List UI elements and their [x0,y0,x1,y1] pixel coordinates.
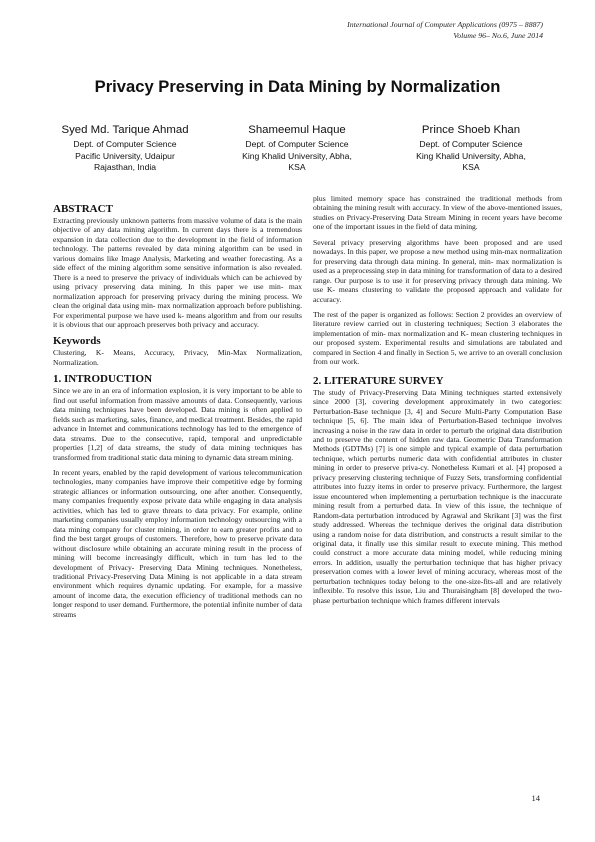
page-number: 14 [531,793,540,803]
introduction-heading: 1. INTRODUCTION [53,373,153,386]
introduction-paragraph-1: Since we are in an era of information explosion, it is very important to be able to find out useful information from massive amounts of data. Consequently, various data mining techniques have been developed. Data mining is often applied to fields such as marketing, sales, finance, and medical treatment. Besides, the rapid advance in Internet and communications technology has led to the emergence of data streams. Due to the consecutive, rapid, temporal and unpredictable properties [1,2] of data streams, the study of data mining techniques has transformed from traditional static data mining to dynamic data stream mining. [53,386,302,462]
author-institution: King Khalid University, Abha, [242,150,352,161]
literature-survey-heading: 2. LITERATURE SURVEY [313,374,444,387]
author-3 [386,123,556,174]
author-institution: Pacific University, Udaipur [75,150,175,161]
author-department: Dept. of Computer Science [419,139,523,149]
keywords-heading: Keywords [53,335,101,348]
author-name: Syed Md. Tarique Ahmad [61,124,189,136]
author-name: Shameemul Haque [248,124,346,136]
right-column [313,194,562,605]
literature-survey-text: The study of Privacy-Preserving Data Mining techniques started extensively since 2000 [3], covering development approximately in two categories: Perturbation-Base technique [3, 4] and Secure Multi-Party Computation Base technique [5, 6]. The main idea of Perturbation-Based technique involves increasing a noise in the raw data in order to perturb the original data distribution and to preserve the content of hidden raw data. Geometric Data Transformation Methods (GDTMs) [7] is one simple and typical example of data perturbation technique, which perturbs numeric data with confidential attributes in cluster mining in order to preserve priva-cy. Nonetheless Kumari et al. [4] proposed a privacy preserving clustering technique of Fuzzy Sets, transforming confidential attributes into fuzzy items in order to preserve privacy. Furthermore, the largest issue encountered when implementing a perturbation technique is the inaccurate mining result from a perturbed data. In view of this issue, the technique of Random-data perturbation introduced by Agrawal and Skrikant [3] was the first study addressed. Whereas the technique derives the original data distribution using a random noise for data distribution, and constructs a result similar to the original data, it finally use this similar result to execute mining. This method could construct a more accurate data mining model, while reducing mining errors. In addition, usually the perturbation technique that has higher privacy preservation comes with a lower level of mining accuracy, whereas most of the perturbation techniques today belong to the one-size-fits-all and are relatively inflexible. To resolve this issue, Liu and Thuraisingham [8] developed the two-phase perturbation technique which frames different intervals [313,387,562,605]
journal-name: International Journal of Computer Applications (0975 – 8887) [347,20,543,29]
author-institution: King Khalid University, Abha, [416,150,526,161]
paper-title: Privacy Preserving in Data Mining by Normalization [94,77,501,96]
author-department: Dept. of Computer Science [245,139,349,149]
keywords-text: Clustering, K- Means, Accuracy, Privacy, Min-Max Normalization, Normalization. [53,348,302,367]
author-location: KSA [462,162,480,172]
abstract-heading: ABSTRACT [53,203,113,215]
journal-volume: Volume 96– No.6, June 2014 [453,30,543,40]
author-location: Rajasthan, India [93,162,157,172]
author-location: KSA [288,162,306,172]
author-department: Dept. of Computer Science [73,139,177,149]
left-column [53,203,302,619]
author-name: Prince Shoeb Khan [421,124,521,136]
introduction-paragraph-4: Several privacy preserving algorithms have been proposed and are used nowadays. In this paper, we propose a new method using min-max normalization for preserving data through data mining. In general, min- max normalization is used as a preprocessing step in data mining for transformation of data to a desired range. Our purpose is to use it for preserving privacy through data mining. We use K- means clustering to validate the proposed approach and validate for accuracy. [313,237,562,304]
introduction-paragraph-3: plus limited memory space has constrained the traditional methods from obtaining the mining result with accuracy. In view of the above-mentioned issues, studies on Privacy-Preserving Data Stream Mining in recent years have become one of the important issues in the field of data mining. [313,194,562,232]
journal-header [347,20,543,41]
author-1 [40,123,210,174]
author-2 [212,123,382,174]
introduction-paragraph-2: In recent years, enabled by the rapid development of various telecommunication technologies, many companies have improve their competitive edge by forming strategic alliances or information outsourcing, one after another. Consequently, many companies frequently expose private data while engaging in data analysis activities, which has led to grave threats to data privacy. For example, online marketing companies usually employ information technology outsourcing with a data mining company for cluster mining, in order to earn greater profits and to find the best target groups of customers. Therefore, how to preserve private data without disclosure while obtaining an accurate mining result in the process of mining will become increasingly difficult, which in turn has led to the development of Privacy- Preserving Data Mining techniques. Nonetheless, traditional Privacy-Preserving Data Mining is not applicable in a data stream environment which requires dynamic updating. For example, for a massive amount of income data, the execution efficiency of traditional methods can no longer respond to user demand. Furthermore, the potential infinite number of data streams [53,467,302,619]
abstract-text: Extracting previously unknown patterns from massive volume of data is the main objective of any data mining algorithm. In current days there is a tremendous expansion in data collection due to the development in the field of information technology. The patterns revealed by data mining algorithm can be used in various domains like Image Analysis, Marketing and weather forecasting. As a side effect of the mining algorithm some sensitive information is also revealed. There is a need to preserve the privacy of individuals which can be achieved by using privacy preserving data mining. In this paper we use min- max normalization approach for preserving privacy during the mining process. We clean the original data using min- max normalization approach before publishing. For experimental purpose we have used k- means algorithm and from our results it is obvious that our approach preserves both privacy and accuracy. [53,216,302,329]
introduction-paragraph-5: The rest of the paper is organized as follows: Section 2 provides an overview of literature review carried out in clustering techniques; Section 3 elaborates the implementation of min- max normalization and K- mean clustering techniques in our proposed system. Experimental results and simulations are tabulated and compared in Section 4 and finally in Section 5, we arrive to an overall conclusion from our work. [313,309,562,367]
